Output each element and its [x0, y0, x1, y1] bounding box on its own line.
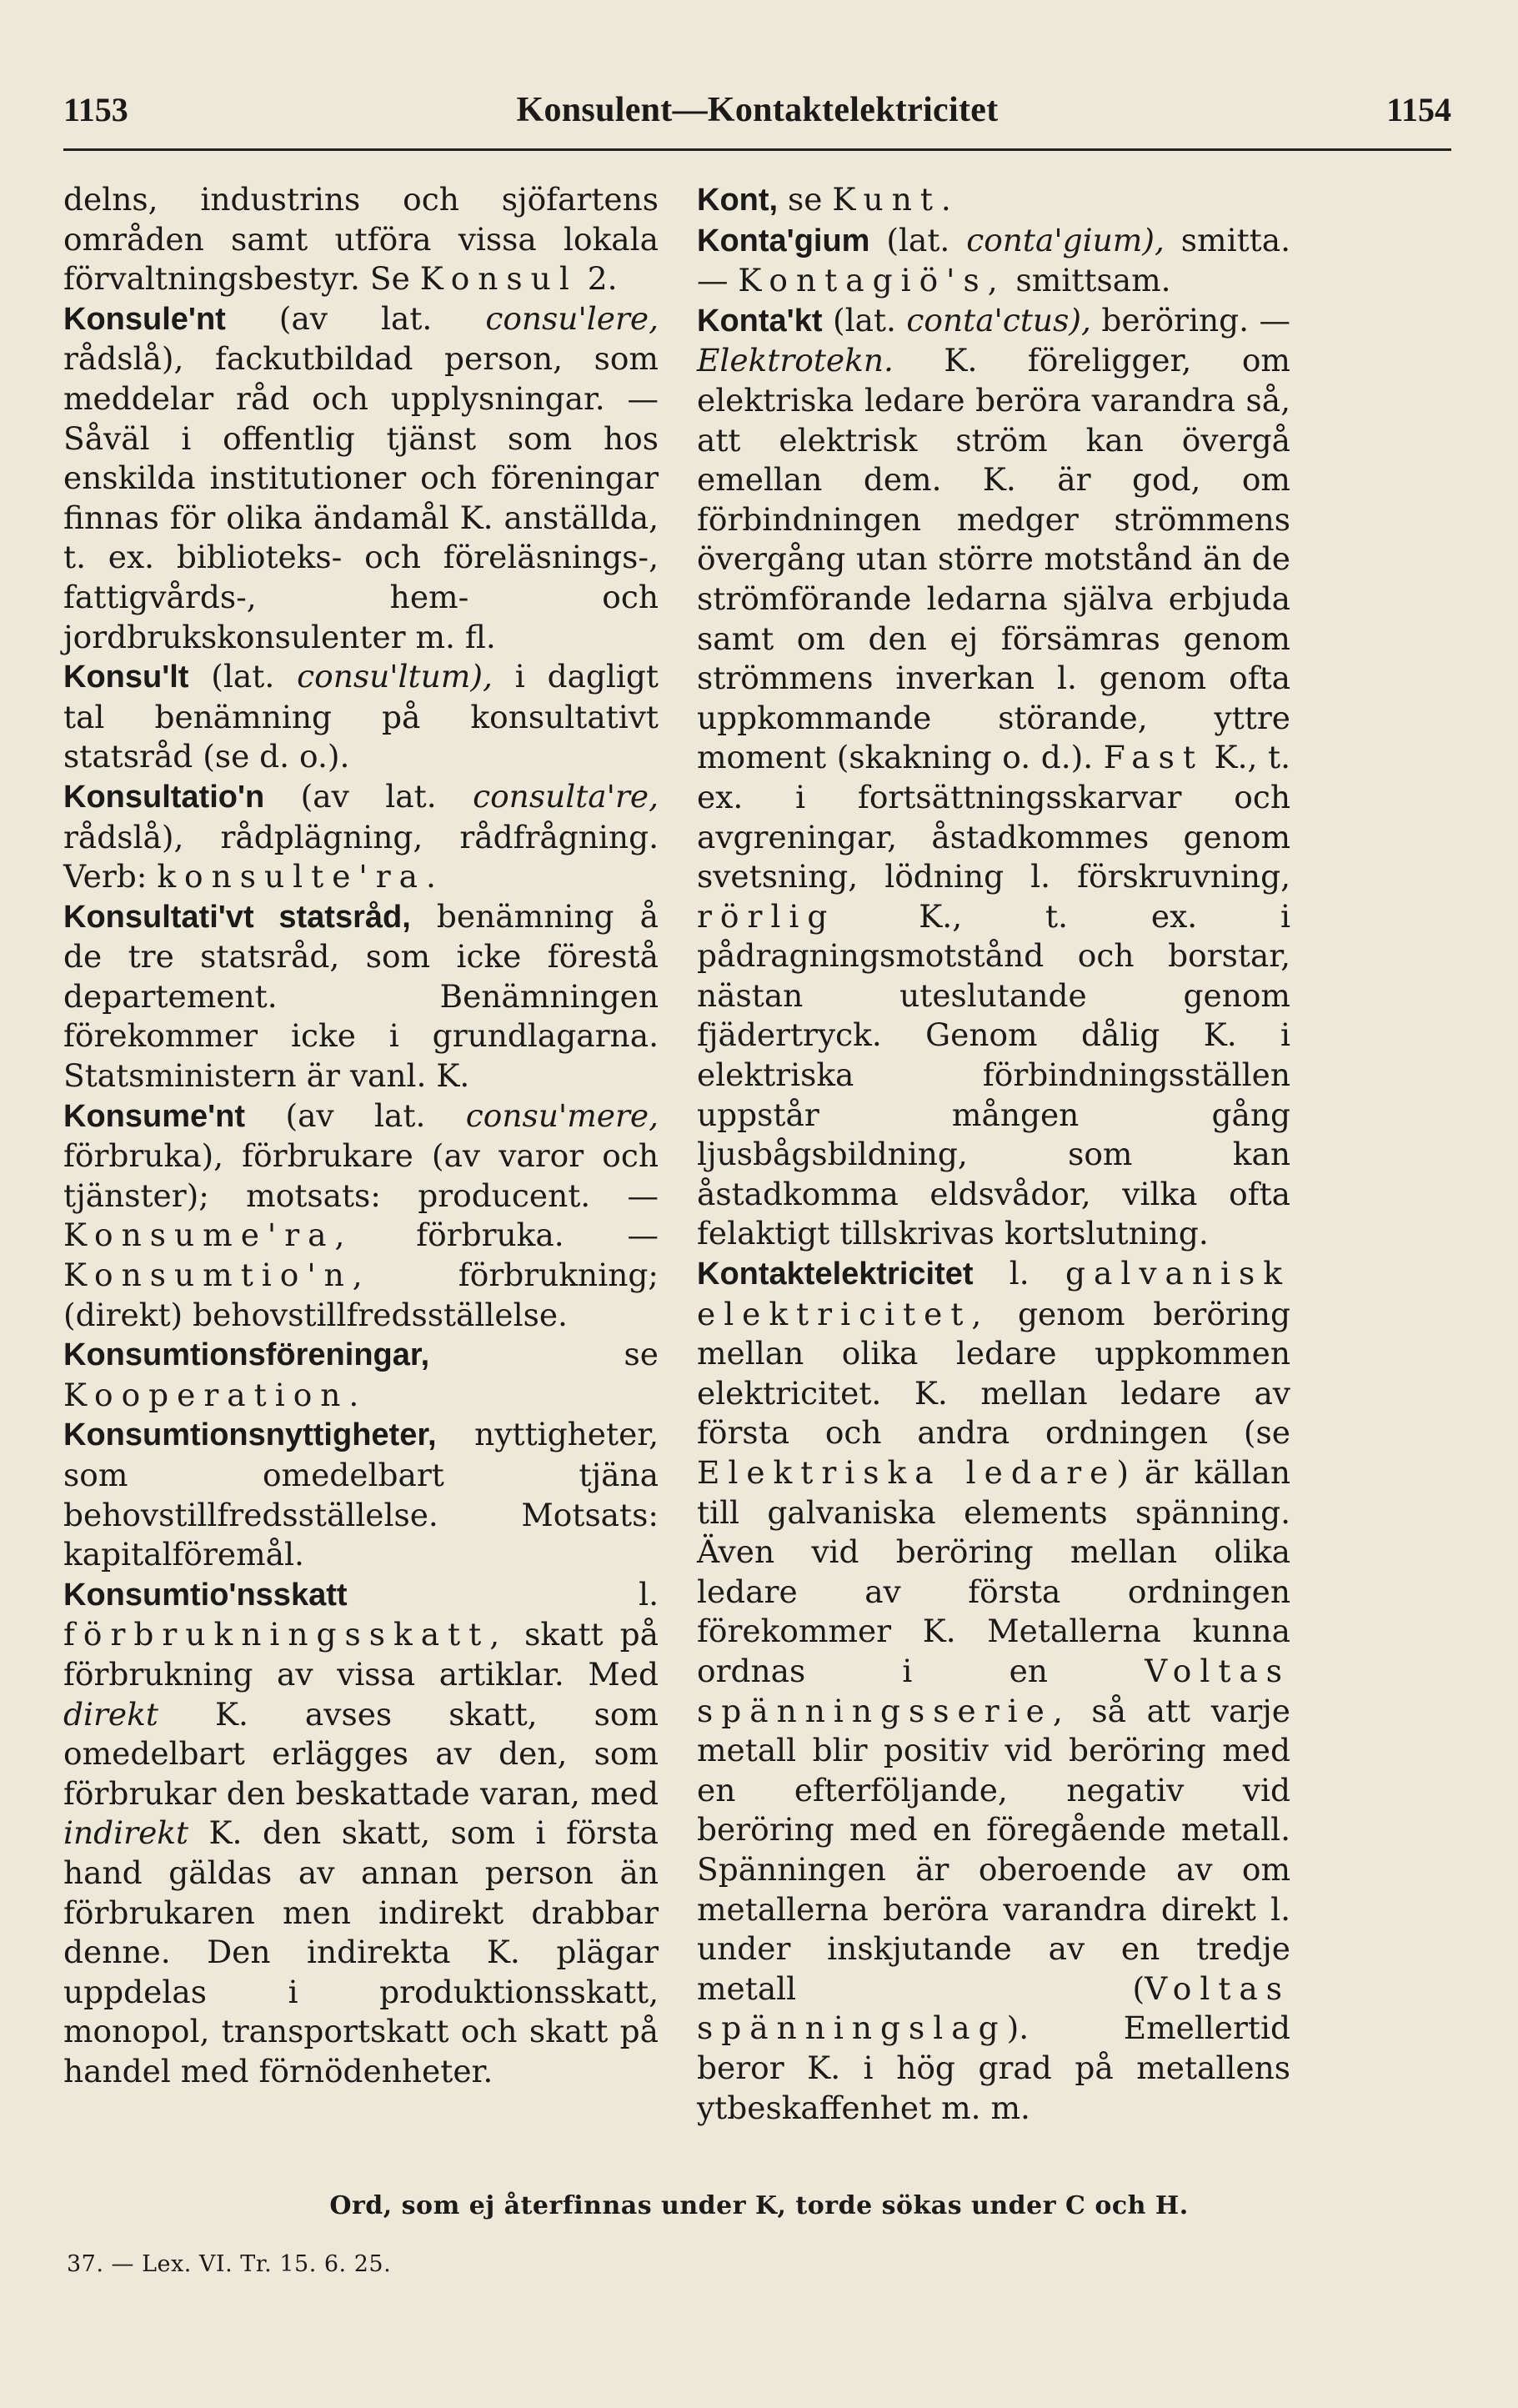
entry-continuation	[63, 180, 659, 299]
headword: Konta'kt	[697, 303, 823, 339]
entry-text: l.	[973, 1255, 1065, 1292]
entry-konsumtionsnyttigheter	[63, 1415, 659, 1574]
entry-text: K., t. ex. i pådragningsmotstånd och borstar, nästan uteslutande genom fjädertryck. Genom dålig K. i elektriska förbindningsställen uppstår mången gång ljusbågsbildning, som kan åstadkomma eldsvådor, vilka ofta felaktigt tillskrivas kortslutning.	[697, 897, 1290, 1252]
cross-reference: Voltas spänningsserie,	[697, 1652, 1290, 1729]
alternative-form: galvanisk elektricitet,	[697, 1255, 1290, 1332]
entry-text: se	[778, 181, 833, 218]
entry-text: rådslå), rådplägning, rådfrågning. Verb:	[63, 818, 659, 895]
entry-text: skatt på förbrukning av vissa artiklar. Med	[63, 1616, 659, 1693]
latin-etymology: conta'ctus),	[906, 301, 1091, 339]
entry-kontaktelektricitet	[697, 1254, 1290, 2128]
printer-imprint: 37. — Lex. VI. Tr. 15. 6. 25.	[67, 2251, 392, 2277]
cross-reference: Kooperation.	[63, 1376, 368, 1413]
entry-text: förbruka), förbrukare (av varor och tjänster); motsats: producent. —	[63, 1137, 659, 1214]
emphasized-term: rörlig	[697, 897, 836, 935]
headword: Konsultatio'n	[63, 779, 265, 815]
headword: Konsumtionsföreningar,	[63, 1337, 430, 1373]
entry-konsumtionsskatt	[63, 1575, 659, 2092]
entry-text: (lat.	[869, 221, 967, 258]
headword: Konta'gium	[697, 223, 870, 258]
entry-text: (lat.	[822, 301, 907, 339]
entry-text: så att varje metall blir positiv vid beröring med en efterföljande, negativ vid beröring med en föregående metall. Spänningen är oberoende av om metallerna beröra varandra direkt l. under inskjutande av en tredje metall (	[697, 1692, 1290, 2007]
entry-text: (av lat.	[264, 777, 473, 815]
entry-text: benämning å de tre statsråd, som icke förestå departement. Benämningen förekommer icke i grundlagarna. Statsministern är vanl. K.	[63, 897, 659, 1095]
headword: Kont,	[697, 183, 779, 218]
entry-text: K. avses skatt, som omedelbart erlägges av den, som förbrukar den beskattade varan, med	[63, 1695, 659, 1812]
entry-text: i dagligt tal benämning på konsultativt statsråd (se d. o.).	[63, 658, 659, 775]
entry-konsultativt-statsrad	[63, 897, 659, 1096]
headword: Konsume'nt	[63, 1098, 246, 1134]
emphasized-term: Fast	[1103, 739, 1204, 776]
alternative-form: förbrukningsskatt,	[63, 1616, 509, 1653]
entry-text: K., t. ex. i fortsättningsskarvar och avgreningar, åstadkommes genom svetsning, lödning l. förskruvning,	[697, 739, 1290, 895]
latin-etymology: consu'lere,	[485, 299, 659, 337]
entry-kontakt	[697, 301, 1290, 1254]
headword: Konsumtionsnyttigheter,	[63, 1417, 437, 1453]
entry-text: smittsam.	[1005, 262, 1171, 299]
latin-etymology: conta'gium),	[966, 221, 1165, 258]
cross-reference: Elektriska ledare	[697, 1454, 1117, 1491]
entry-text: ) är källan till galvaniska elements spänning. Även vid beröring mellan olika ledare av första ordningen förekommer K. Metallerna kunna ordnas i en	[697, 1454, 1290, 1689]
running-title: Konsulent—Kontaktelektricitet	[516, 91, 999, 129]
headword: Kontaktelektricitet	[697, 1257, 974, 1292]
headword: Konsule'nt	[63, 301, 226, 337]
entry-text: förbrukning; (direkt) behovstillfredsställelse.	[63, 1257, 659, 1333]
italic-term: indirekt	[63, 1814, 189, 1852]
entry-text: ). Emellertid beror K. i hög grad på metallens ytbeskaffenhet m. m.	[697, 2009, 1290, 2126]
page-header	[63, 90, 1451, 140]
entry-kontagium	[697, 221, 1290, 301]
headword: Konsultati'vt statsråd,	[63, 899, 411, 935]
cross-reference: Kunt.	[832, 181, 959, 218]
page-number-left: 1153	[63, 91, 128, 128]
entry-text: 2.	[577, 260, 618, 298]
entry-text: (av lat.	[245, 1096, 466, 1134]
page-footnote: Ord, som ej återfinnas under K, torde sökas under C och H.	[329, 2191, 1189, 2220]
entry-konsumtionsforeningar	[63, 1335, 659, 1415]
latin-etymology: consu'ltum),	[297, 658, 493, 695]
headword: Konsumtio'nsskatt	[63, 1577, 348, 1613]
right-column	[697, 180, 1290, 2128]
verb-form: konsulte'ra.	[157, 858, 444, 895]
entry-text: beröring. —	[1090, 301, 1290, 339]
entry-text: rådslå), fackutbildad person, som meddelar råd och upplysningar. — Såväl i offentlig tjänst som hos enskilda institutioner och föreningar finnas för olika ändamål K. anställda, t. ex. biblioteks- och föreläsnings-, fattigvårds-, hem- och jordbrukskonsulenter m. fl.	[63, 340, 659, 655]
entry-text: K. föreligger, om elektriska ledare beröra varandra så, att elektrisk ström kan övergå emellan dem. K. är god, om förbindningen medger strömmens övergång utan större motstånd än de strömförande ledarna själva erbjuda samt om den ej försämras genom strömmens inverkan l. genom ofta uppkommande störande, yttre moment (skakning o. d.).	[697, 342, 1290, 776]
entry-text: nyttigheter, som omedelbart tjäna behovstillfredsställelse. Motsats: kapitalföremål.	[63, 1416, 659, 1573]
entry-konsultation	[63, 777, 659, 897]
entry-konsument	[63, 1096, 659, 1336]
left-column	[63, 180, 659, 2092]
entry-text: K. den skatt, som i första hand gäldas av annan person än förbrukaren men indirekt drabbar denne. Den indirekta K. plägar uppdelas i produktionsskatt, monopol, transportskatt och skatt på handel med förnödenheter.	[63, 1814, 659, 2089]
entry-text: förbruka. —	[353, 1217, 659, 1254]
entry-text: delns, industrins och sjöfartens områden samt utföra vissa lokala förvaltningsbestyr. Se	[63, 181, 659, 298]
entry-konsulent	[63, 299, 659, 657]
latin-etymology: consulta're,	[473, 777, 659, 815]
latin-etymology: consu'mere,	[465, 1096, 659, 1134]
derived-form: Konsume'ra,	[63, 1217, 353, 1254]
page-number-right: 1154	[1386, 91, 1451, 128]
entry-text: l.	[347, 1575, 659, 1613]
entry-text: (av lat.	[225, 299, 486, 337]
cross-reference: Voltas spänningslag	[697, 1969, 1290, 2047]
header-rule	[63, 148, 1451, 151]
entry-kont	[697, 180, 1290, 221]
field-label: Elektrotekn.	[697, 342, 894, 379]
entry-text: (lat.	[188, 658, 298, 695]
entry-text: genom beröring mellan olika ledare uppkommen elektricitet. K. mellan ledare av första och andra ordningen (se	[697, 1295, 1290, 1452]
cross-reference: Konsul	[419, 260, 578, 298]
entry-konsult	[63, 657, 659, 777]
entry-text: se	[429, 1336, 659, 1373]
headword: Konsu'lt	[63, 660, 189, 695]
derived-form: Konsumtio'n,	[63, 1257, 371, 1294]
italic-term: direkt	[63, 1695, 158, 1733]
entry-text: smitta. —	[697, 221, 1291, 299]
derived-form: Kontagiö's,	[738, 262, 1006, 299]
